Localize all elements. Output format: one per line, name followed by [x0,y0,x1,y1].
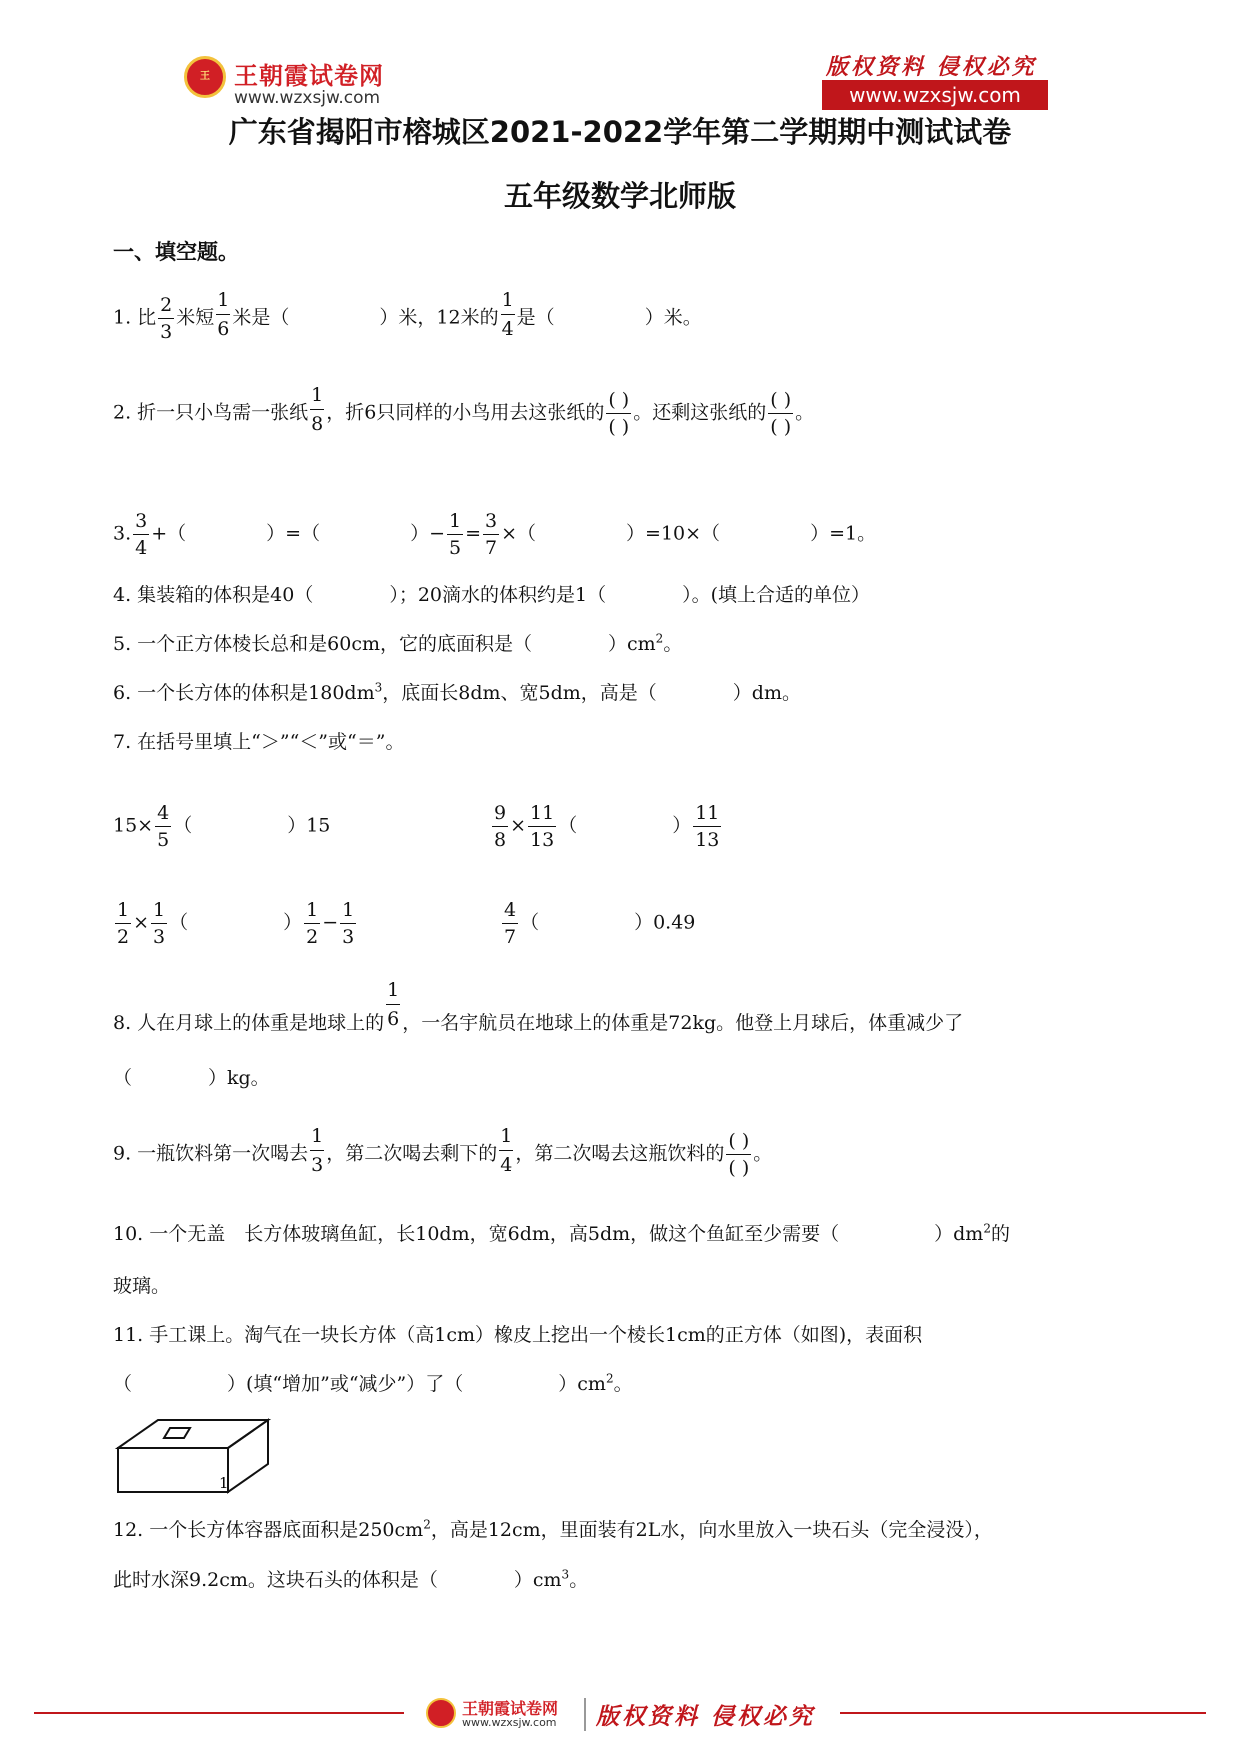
question-3: 3. $\frac{3}{4}$ +（ ）=（ ）− $\frac{1}{5}$ = $\frac{3}{7}$ ×（ ）=10×（ ）=1。 [113,510,877,559]
brand-url: www.wzxsjw.com [234,88,381,108]
compare-expression-3: $\frac{1}{2}$ × $\frac{1}{3}$ （ ） $\frac{1}{2}$ − $\frac{1}{3}$ [117,899,355,948]
fraction: $\frac{1}{6}$ [386,976,400,1033]
fraction: $\frac{1}{8}$ [310,381,324,438]
fraction: $\frac{2}{3}$ [160,294,173,343]
question-7-stem: 7. 在括号里填上“＞”“＜”或“＝”。 [113,731,405,753]
wangchao-seal-icon: 王 [184,56,226,98]
fraction: $\frac{1}{2}$ [117,899,130,948]
question-5: 5. 一个正方体棱长总和是60cm，它的底面积是（ ）$cm^2$。 [113,631,683,655]
fraction: $\frac{11}{13}$ [695,802,720,851]
question-2: 2. 折一只小鸟需一张纸 $\frac{1}{8}$ ，折6只同样的小鸟用去这张纸的 $\frac{( )}{( )}$ 。还剩这张纸的 $\frac{( )}{( )}$ 。 [113,383,814,440]
section-heading: 一、填空题。 [113,240,239,264]
fraction: $\frac{1}{2}$ [306,899,319,948]
fraction: $\frac{3}{7}$ [485,510,498,559]
fraction: $\frac{1}{4}$ [501,286,515,343]
site-url-badge: www.wzxsjw.com [822,80,1048,110]
brand-name: 王朝霞试卷网 [234,62,384,90]
question-12: 12. 一个长方体容器底面积是$250cm^2$，高是12cm，里面装有2L水，向水里放入一块石头（完全浸没）， [113,1517,993,1541]
compare-expression-4: $\frac{4}{7}$ （ ）0.49 [504,899,696,948]
blank-fraction: $\frac{( )}{( )}$ [728,1130,750,1179]
fraction: $\frac{1}{6}$ [216,286,230,343]
question-12-cont: 此时水深9.2cm。这块石头的体积是（ ）$cm^3$。 [113,1567,589,1591]
eraser-figure [115,1418,275,1496]
fraction: $\frac{4}{5}$ [157,802,170,851]
page-subtitle: 五年级数学北师版 [503,179,736,213]
footer-brand: 王朝霞试卷网 [462,1699,559,1718]
question-11: 11. 手工课上。淘气在一块长方体（高1cm）橡皮上挖出一个棱长1cm的正方体（如图)，表面积 [113,1324,923,1346]
fraction: $\frac{4}{7}$ [504,899,517,948]
footer-divider [34,1712,404,1714]
question-9: 9. 一瓶饮料第一次喝去 $\frac{1}{3}$ ，第二次喝去剩下的 $\frac{1}{4}$ ，第二次喝去这瓶饮料的 $\frac{( )}{( )}$ 。 [113,1124,772,1181]
question-6: 6. 一个长方体的体积是$180dm^3$，底面长8dm、宽5dm，高是（ ）dm。 [113,680,801,704]
blank-fraction: $\frac{( )}{( )}$ [608,389,630,438]
figure-label: 1 [219,1474,229,1492]
footer-copyright: 版权资料 侵权必究 [584,1698,815,1731]
compare-expression-1: 15× $\frac{4}{5}$ （ ）15 [113,802,331,851]
question-10: 10. 一个无盖 长方体玻璃鱼缸，长10dm，宽6dm，高5dm，做这个鱼缸至少需要（ ）$dm^2$的 [113,1221,1010,1245]
question-8-answer: （ ）kg。 [113,1067,270,1089]
question-10-cont: 玻璃。 [113,1275,171,1297]
compare-expression-2: $\frac{9}{8}$ × $\frac{11}{13}$ （ ） $\frac{11}{13}$ [494,802,720,851]
fraction: $\frac{9}{8}$ [494,802,507,851]
footer-url: www.wzxsjw.com [462,1716,557,1729]
question-1: 1. 比 $\frac{2}{3}$ 米短 $\frac{1}{6}$ 米是（ ）米，12米的 $\frac{1}{4}$ 是（ ）米。 [113,288,702,345]
wangchao-seal-icon [426,1698,456,1728]
fraction: $\frac{1}{3}$ [342,899,355,948]
fraction: $\frac{3}{4}$ [135,510,148,559]
blank-fraction: $\frac{( )}{( )}$ [770,389,792,438]
fraction: $\frac{1}{3}$ [310,1122,324,1179]
fraction: $\frac{11}{13}$ [530,802,555,851]
question-8: 8. 人在月球上的体重是地球上的 $\frac{1}{6}$ ，一名宇航员在地球上的体重是72kg。他登上月球后，体重减少了 [113,978,963,1035]
question-11-answer: （ ）(填“增加”或“减少”）了（ ）$cm^2$。 [113,1371,633,1395]
fraction: $\frac{1}{5}$ [449,510,462,559]
question-4: 4. 集装箱的体积是40（ ）；20滴水的体积约是1（ ）。(填上合适的单位） [113,584,871,606]
fraction: $\frac{1}{4}$ [499,1122,513,1179]
page-title: 广东省揭阳市榕城区2021-2022学年第二学期期中测试试卷 [228,115,1012,149]
fraction: $\frac{1}{3}$ [153,899,166,948]
copyright-notice: 版权资料 侵权必究 [826,54,1037,80]
footer-divider [840,1712,1206,1714]
